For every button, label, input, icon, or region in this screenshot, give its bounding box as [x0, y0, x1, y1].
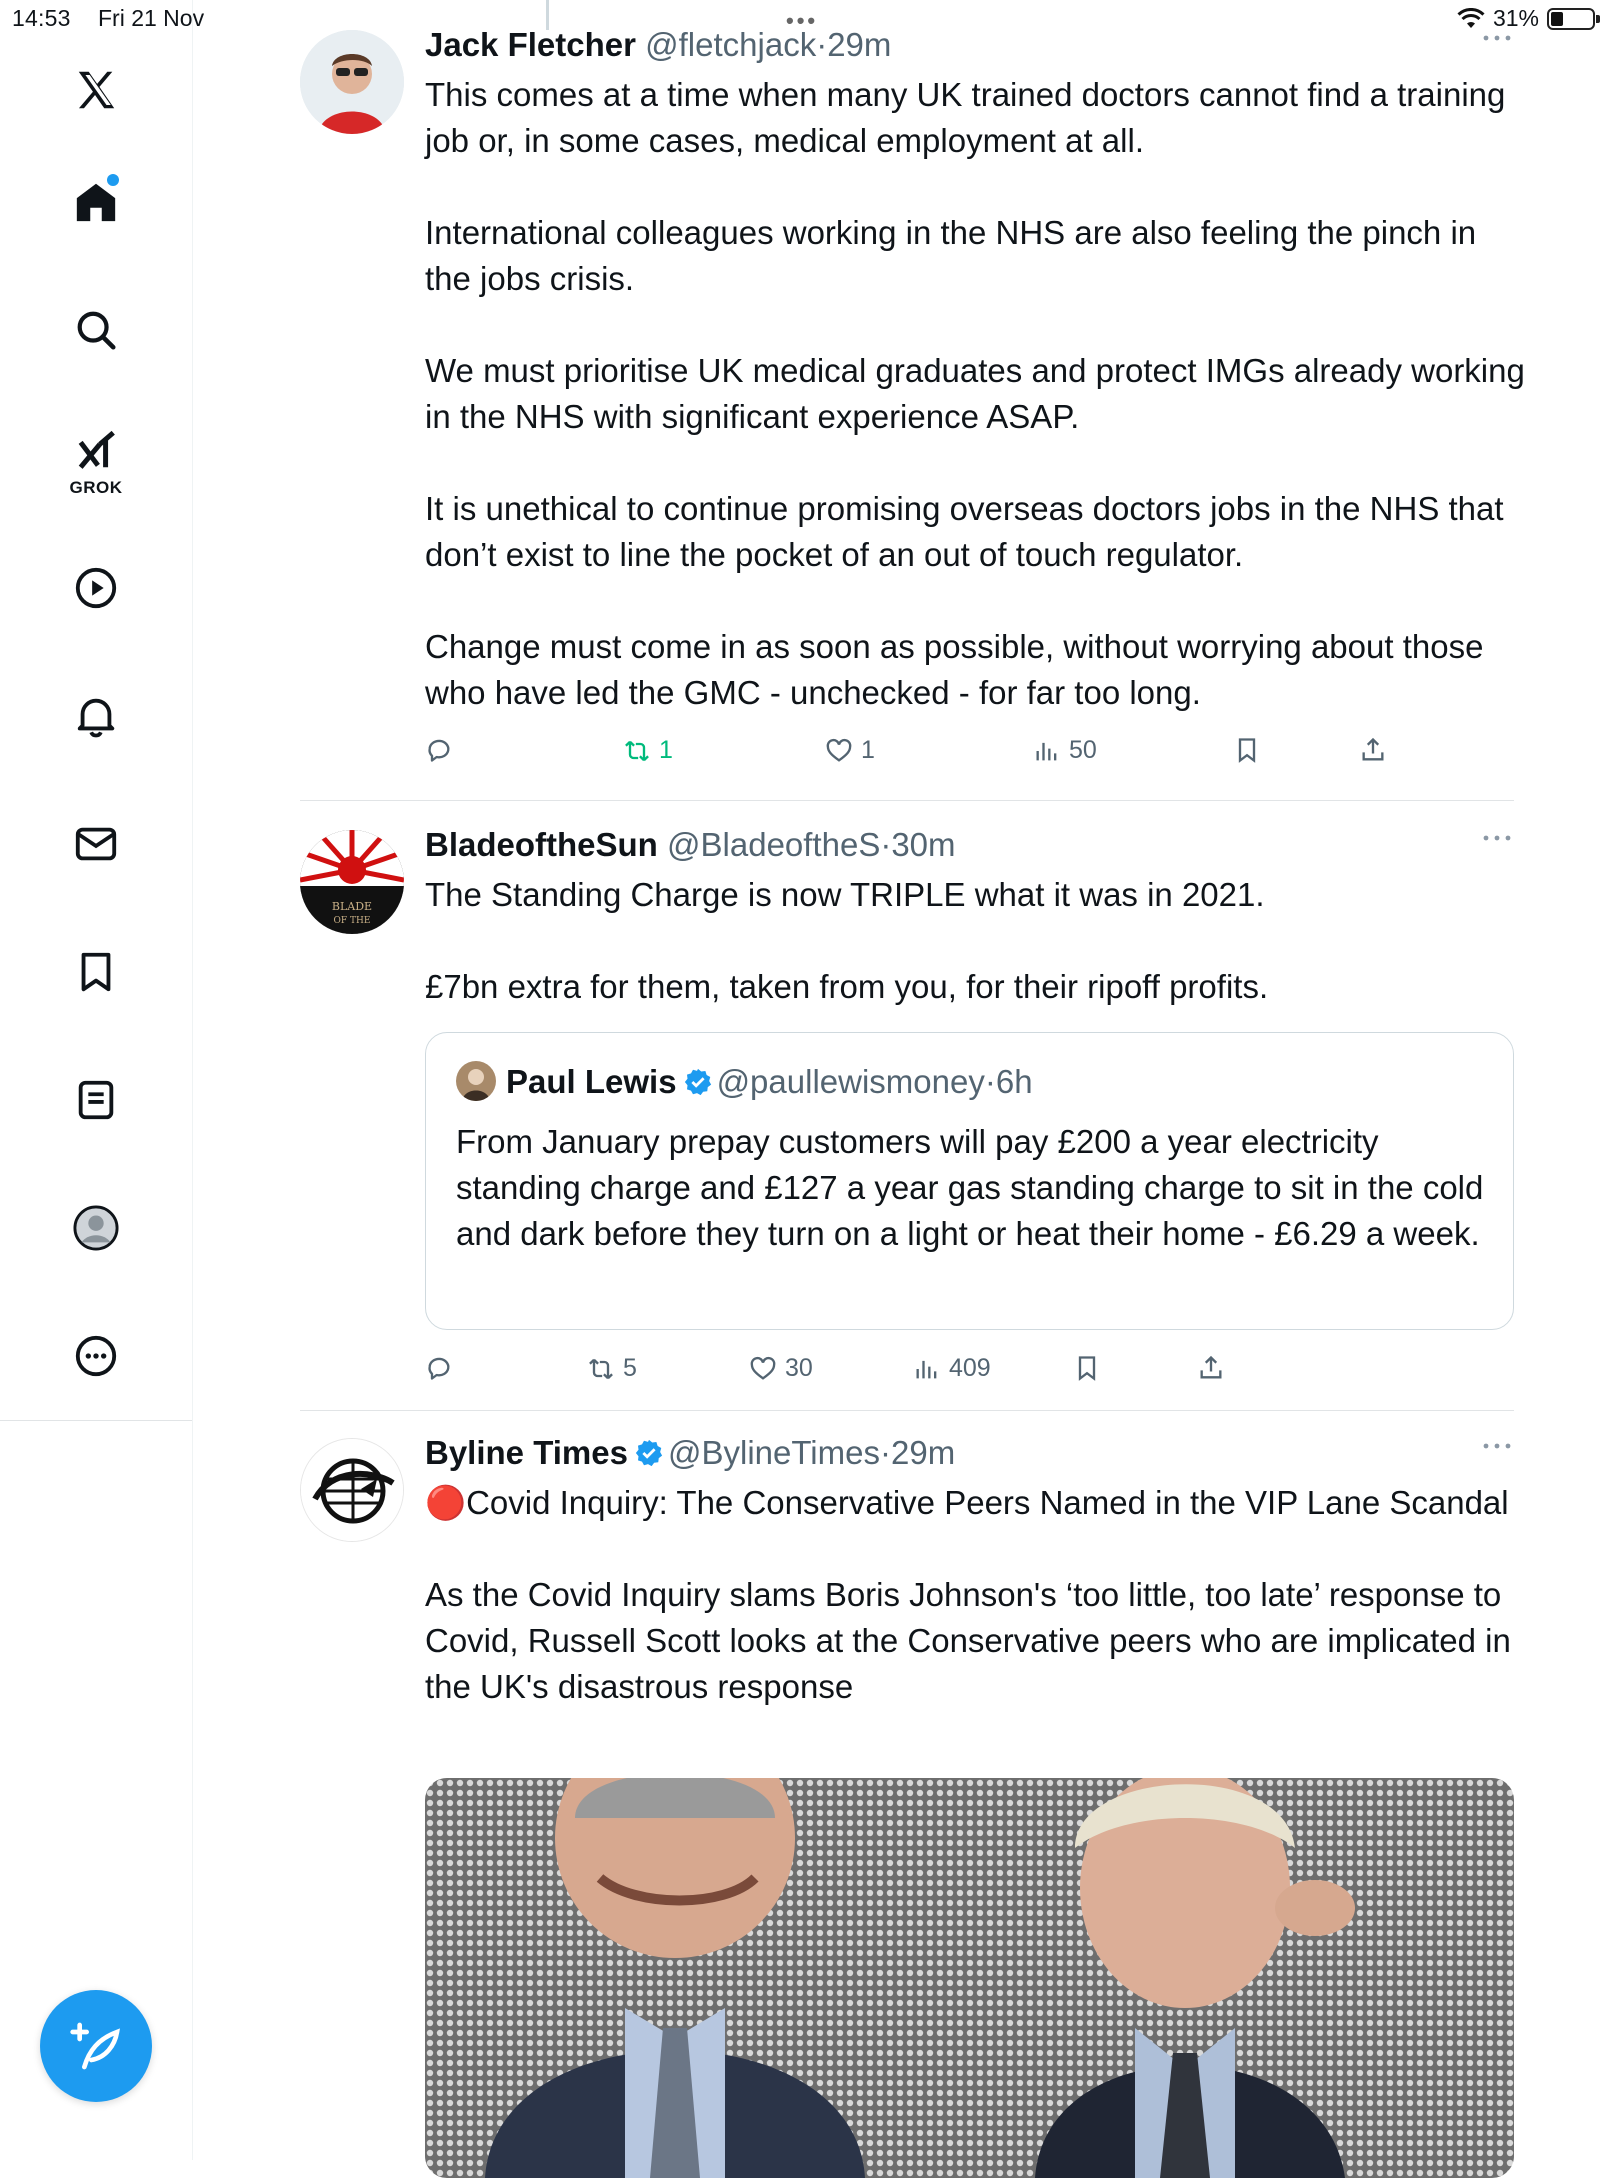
timestamp[interactable]: 30m: [891, 826, 956, 863]
views-button[interactable]: [913, 1354, 991, 1383]
more-options-icon[interactable]: [1480, 1436, 1514, 1456]
quoted-avatar[interactable]: [456, 1061, 496, 1101]
grok-label: GROK: [69, 478, 123, 497]
quoted-tweet-text: From January prepay customers will pay £200 a year electricity standing charge and £127 a year gas standing charge to sit in the cold and dark before they turn on a light or heat their home - £6.29 a week.: [456, 1123, 1484, 1252]
author-handle[interactable]: @BladeoftheS: [667, 826, 881, 863]
views-icon: [1033, 737, 1061, 765]
more-options-icon[interactable]: [1480, 28, 1514, 48]
x-logo-icon[interactable]: [72, 66, 120, 114]
retweet-button[interactable]: [623, 736, 673, 765]
views-count: 50: [1069, 736, 1097, 764]
author-name[interactable]: Byline Times: [425, 1434, 628, 1471]
author-name[interactable]: BladeoftheSun: [425, 826, 658, 863]
separator: ·: [879, 1434, 891, 1471]
retweet-count: 1: [659, 736, 673, 764]
bookmark-button[interactable]: [1233, 736, 1261, 764]
avatar-logo-text: BLADE: [331, 900, 373, 913]
separator: ·: [816, 26, 828, 63]
list-icon[interactable]: [72, 1076, 120, 1124]
multitask-dots-icon[interactable]: •••: [786, 8, 819, 33]
avatar[interactable]: [300, 30, 404, 134]
tweet-header: [425, 1432, 955, 1474]
heart-icon: [749, 1355, 777, 1383]
sidebar: [0, 0, 193, 2160]
tweet-text: This comes at a time when many UK trained doctors cannot find a training job or, in some cases, medical employment at all. International colleagues working in the NHS are also feeling the pinch in the jobs crisis. We must prioritise UK medical graduates and protect IMGs already working in the NHS with significant experience ASAP. It is unethical to continue promising overseas doctors jobs in the NHS that don’t exist to line the pocket of an out of touch regulator. Change must come in as soon as possible, without worrying about those who have led the GMC - unchecked - for far too long.: [425, 76, 1525, 711]
sidebar-divider: [0, 1420, 192, 1421]
share-button[interactable]: [1359, 736, 1387, 764]
grok-icon[interactable]: [72, 426, 120, 474]
avatar[interactable]: [300, 1438, 404, 1542]
more-circle-icon[interactable]: [72, 1332, 120, 1380]
retweet-icon: [587, 1355, 615, 1383]
bookmark-icon: [1073, 1354, 1101, 1382]
bookmark-icon: [1233, 736, 1261, 764]
avatar[interactable]: [300, 830, 404, 934]
author-name[interactable]: Jack Fletcher: [425, 26, 636, 63]
tweet[interactable]: [300, 1432, 1514, 2160]
quoted-author-name[interactable]: Paul Lewis: [506, 1063, 677, 1100]
views-count: 409: [949, 1354, 991, 1382]
tweet-divider: [300, 1410, 1514, 1411]
separator: ·: [984, 1063, 996, 1100]
share-icon: [1359, 736, 1387, 764]
bell-icon[interactable]: [72, 692, 120, 740]
author-handle[interactable]: @fletchjack: [645, 26, 817, 63]
quoted-tweet[interactable]: [425, 1032, 1514, 1330]
tweet-header: [425, 824, 956, 866]
reply-icon: [425, 1354, 453, 1382]
timestamp[interactable]: 29m: [827, 26, 892, 63]
like-count: 1: [861, 736, 875, 764]
search-icon[interactable]: [72, 306, 120, 354]
status-time: 14:53: [12, 5, 71, 31]
svg-text:OF THE: OF THE: [333, 916, 371, 926]
tweet-actions: [425, 736, 1405, 776]
bookmark-button[interactable]: [1073, 1354, 1101, 1382]
retweet-icon: [623, 737, 651, 765]
more-options-icon[interactable]: [1480, 828, 1514, 848]
tweet-text: The Standing Charge is now TRIPLE what it was in 2021. £7bn extra for them, taken from you, for their ripoff profits.: [425, 876, 1269, 1005]
verified-badge-icon: [683, 1067, 713, 1097]
play-icon[interactable]: [72, 564, 120, 612]
tweet-header: [425, 24, 891, 66]
notification-dot: [107, 174, 119, 186]
like-count: 30: [785, 1354, 813, 1382]
views-button[interactable]: [1033, 736, 1097, 765]
mail-icon[interactable]: [72, 820, 120, 868]
tweet-divider: [300, 800, 1514, 801]
reply-button[interactable]: [425, 736, 453, 764]
quoted-tweet-header: [456, 1061, 1033, 1103]
timestamp[interactable]: 29m: [890, 1434, 956, 1471]
views-icon: [913, 1355, 941, 1383]
author-handle[interactable]: @BylineTimes: [667, 1434, 880, 1471]
like-button[interactable]: [825, 736, 875, 765]
verified-badge-icon: [634, 1438, 664, 1468]
separator: ·: [880, 826, 892, 863]
status-date: Fri 21 Nov: [98, 5, 205, 31]
bookmark-icon[interactable]: [72, 948, 120, 996]
tweet[interactable]: [300, 824, 1514, 1394]
heart-icon: [825, 737, 853, 765]
reply-button[interactable]: [425, 1354, 453, 1382]
profile-avatar-icon[interactable]: [72, 1204, 120, 1252]
compose-icon: [68, 2018, 124, 2074]
share-icon: [1197, 1354, 1225, 1382]
like-button[interactable]: [749, 1354, 813, 1383]
quoted-timestamp[interactable]: 6h: [995, 1063, 1033, 1100]
quoted-author-handle[interactable]: @paullewismoney: [716, 1063, 985, 1100]
tweet-actions: [425, 1354, 1405, 1394]
reply-icon: [425, 736, 453, 764]
retweet-count: 5: [623, 1354, 637, 1382]
tweet[interactable]: [300, 24, 1525, 774]
tweet-text: 🔴Covid Inquiry: The Conservative Peers Named in the VIP Lane Scandal As the Covid Inquiry slams Boris Johnson's ‘too little, too late’ response to Covid, Russell Scott looks at the Conservative peers who are implicated in the UK's disastrous response: [425, 1484, 1511, 1705]
tweet-media-image[interactable]: [425, 1778, 1514, 2178]
share-button[interactable]: [1197, 1354, 1225, 1382]
compose-button[interactable]: [40, 1990, 152, 2102]
retweet-button[interactable]: [587, 1354, 637, 1383]
battery-percentage: 31%: [1492, 5, 1539, 31]
